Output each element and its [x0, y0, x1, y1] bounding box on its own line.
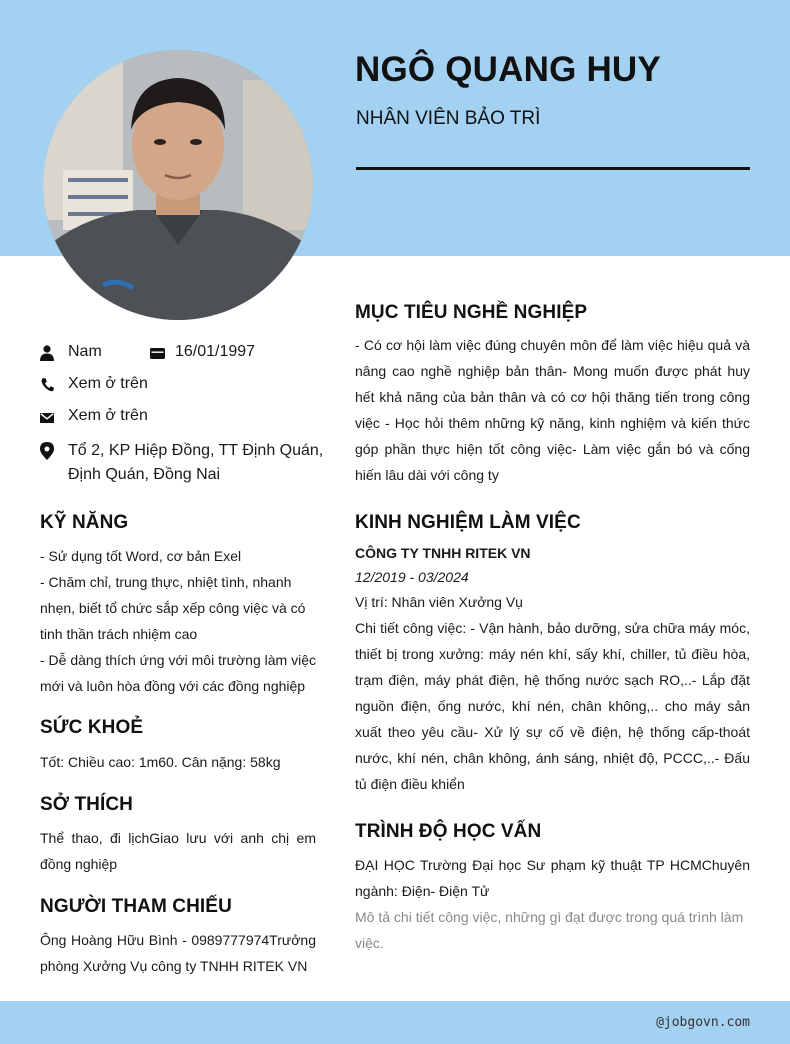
skills-heading: KỸ NĂNG	[40, 512, 129, 533]
job-title: NHÂN VIÊN BẢO TRÌ	[356, 108, 541, 129]
objective-text: - Có cơ hội làm việc đúng chuyên môn để làm việc hiệu quả và nâng cao nghề nghiệp bản thân- Mong muốn được phát huy hết khả năng của bản thân và có cơ hội thăng tiến trong công việc - Học hỏi thêm những kỹ năng, kinh nghiệm và kiến thức góp phần thực hiện tốt công việc- Làm việc gắn bó và cống hiến lâu dài với công ty	[355, 337, 750, 483]
health-text: Tốt: Chiều cao: 1m60. Cân nặng: 58kg	[40, 754, 281, 770]
email-value: Xem ở trên	[68, 407, 148, 424]
address-value	[68, 439, 323, 487]
birthday-row	[150, 343, 255, 361]
skills-list	[40, 543, 316, 699]
objective-heading: MỤC TIÊU NGHỀ NGHIỆP	[355, 302, 588, 323]
calendar-icon	[150, 345, 165, 361]
skill-item: - Chăm chỉ, trung thực, nhiệt tình, nhanh nhẹn, biết tổ chức sắp xếp công việc và có tinh thần trách nhiệm cao	[40, 574, 306, 642]
address-row	[40, 439, 323, 487]
footer-watermark: @jobgovn.com	[656, 1015, 750, 1030]
gender-row	[40, 343, 102, 361]
address-line-2: Định Quán, Đồng Nai	[68, 466, 221, 483]
health-heading: SỨC KHOẺ	[40, 717, 144, 738]
profile-photo-illustration	[43, 50, 313, 320]
birthday-value: 16/01/1997	[175, 343, 256, 360]
reference-heading: NGƯỜI THAM CHIẾU	[40, 896, 232, 917]
work-details: Chi tiết công việc: - Vận hành, bảo dưỡng, sửa chữa máy móc, thiết bị trong xưởng: máy nén khí, sấy khí, chiller, tủ điều hòa, trạm điện, máy phát điện, hệ thống nước sạch RO,..- Lắp đặt nguồn điện, ống nước, khí nén, chân không,.. cho máy sản xuất theo yêu cầu- Xử lý sự cố về điện, hệ thống cấp-thoát nước, khí nén, chân không, ánh sáng, nhiệt độ, PCCC,..- Đấu tủ điện điều khiển	[355, 620, 750, 792]
hobbies-text: Thể thao, đi lịchGiao lưu với anh chị em đồng nghiệp	[40, 830, 316, 872]
profile-photo	[43, 50, 313, 320]
candidate-name: NGÔ QUANG HUY	[355, 50, 661, 89]
company-name: CÔNG TY TNHH RITEK VN	[355, 545, 531, 561]
mail-icon	[40, 409, 54, 425]
email-row	[40, 407, 148, 425]
education-description: Mô tả chi tiết công việc, những gì đạt được trong quá trình làm việc.	[355, 909, 744, 951]
title-divider	[356, 167, 750, 170]
phone-value: Xem ở trên	[68, 375, 148, 392]
experience-heading: KINH NGHIỆM LÀM VIỆC	[355, 512, 581, 533]
education-text: ĐẠI HỌC Trường Đại học Sư phạm kỹ thuật TP HCMChuyên ngành: Điện- Điện Tử	[355, 857, 750, 899]
location-pin-icon	[40, 442, 54, 458]
phone-row	[40, 375, 148, 393]
gender-value: Nam	[68, 343, 102, 360]
work-position: Vị trí: Nhân viên Xưởng Vụ	[355, 594, 523, 610]
work-period: 12/2019 - 03/2024	[355, 569, 469, 585]
hobbies-heading: SỞ THÍCH	[40, 794, 134, 815]
skill-item: - Dễ dàng thích ứng với môi trường làm việc mới và luôn hòa đồng với các đồng nghiệp	[40, 652, 316, 694]
skill-item: - Sử dụng tốt Word, cơ bản Exel	[40, 548, 242, 564]
phone-icon	[40, 377, 54, 393]
person-icon	[40, 345, 54, 361]
address-line-1: Tổ 2, KP Hiệp Đồng, TT Định Quán,	[68, 442, 324, 459]
education-heading: TRÌNH ĐỘ HỌC VẤN	[355, 821, 542, 842]
reference-text: Ông Hoàng Hữu Bình - 0989777974Trưởng phòng Xưởng Vụ công ty TNHH RITEK VN	[40, 932, 316, 974]
